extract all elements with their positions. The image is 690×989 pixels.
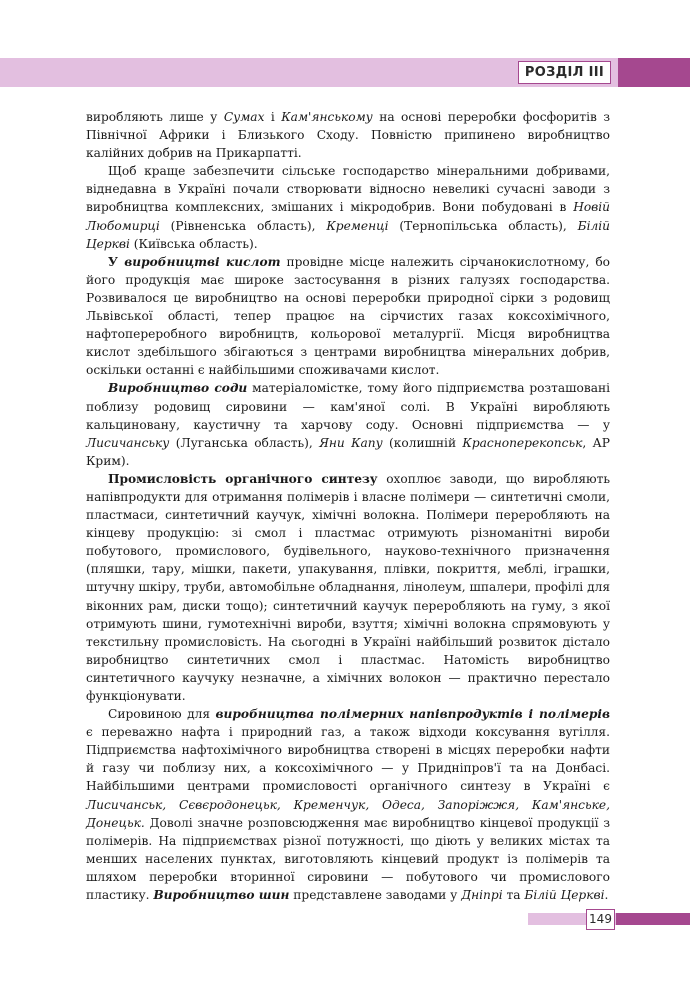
paragraph-3: У виробництві кислот провідне місце належить сірчанокислотному, бо його продукція має широке застосування в різних галузях господарства. Розвивалося це виробництво на основі переробки природної сірки з родовищ Львівської області, тепер працює на сірчистих газах коксохімічного, нафтопереробного виробництв, кольорової металургії. Місця виробництва кислот здебільшого збігаються з центрами виробництва мінеральних добрив, оскільки останні є найбільшими споживачами кислот. bbox=[86, 254, 611, 378]
paragraph-6: Сировиною для виробництва полімерних напівпродуктів і полімерів є переважно нафта і природний газ, а також відходи коксування вугілля. Підприємства нафтохімічного виробництва створені в місцях переробки нафти й газу чи поблизу них, а коксохімічного — у Придніпров'ї та на Донбасі. Найбільшими центрами промисловості органічного синтезу в Україні є Лисичанськ, Сєвєродонецьк, Кременчук, Одеса, Запоріжжя, Кам'янське, Донецьк. Доволі значне розповсюдження має виробництво кінцевої продукції з полімерів. На підприємствах різної потужності, що діють у великих містах та менших населених пунктах, виготовляють кінцевий продукт із полімерів та шляхом переробки вторинної сировини — побутового чи промислового пластику. Виробництво шин представлене заводами у Дніпрі та Білій Церкві. bbox=[86, 707, 611, 903]
paragraph-5: Промисловість органічного синтезу охоплює заводи, що виробляють напівпродукти для отримання полімерів і власне полімери — синтетичні смоли, пластмаси, синтетичний каучук, хімічні волокна. Полімери переробляють на кінцеву продукцію: зі смол і пластмас отримують різноманітні вироби побутового, промислового, будівельного, науково-технічного призначення (пляшки, тару, мішки, пакети, упакування, плівки, покриття, меблі, іграшки, штучну шкіру, труби, автомобільне обладнання, лінолеум, шпалери, профілі для віконних рам, диски тощо); синтетичний каучук переробляють на гуму, з якої отримують шини, гумотехнічні вироби, взуття; хімічні волокна спрямовують у текстильну промисловість. На сьогодні в Україні найбільший розвиток дістало виробництво синтетичних смол і пластмас. Натомість виробництво синтетичного каучуку незначне, а хімічних волокон — практично перестало функціонувати. bbox=[86, 471, 611, 703]
header-band-accent bbox=[618, 58, 690, 87]
paragraph-4: Виробництво соди матеріаломістке, тому його підприємства розташовані поблизу родовищ сировини — кам'яної солі. В Україні виробляють кальциновану, каустичну та харчову соду. Основні підприємства — у Лисичанську (Луганська область), Яни Капу (колишній Красноперекопськ, АР Крим). bbox=[86, 381, 610, 468]
paragraph-1: виробляють лише у Сумах і Кам'янському на основі переробки фосфоритів з Північної Африки і Близького Сходу. Повністю припинено виробництво калійних добрив на Прикарпатті. bbox=[86, 110, 610, 161]
page-number: 149 bbox=[586, 909, 615, 930]
paragraph-2: Щоб краще забезпечити сільське господарство мінеральними добривами, віднедавна в Україні почали створювати відносно невеликі сучасні заводи з виробництва комплексних, змішаних і мікродобрив. Вони побудовані в Новій Любомирці (Рівненська область), Кременці (Тернопільська область), Білій Церкві (Київська область). bbox=[86, 164, 610, 251]
section-label: РОЗДІЛ III bbox=[518, 61, 611, 84]
page-body bbox=[86, 108, 610, 904]
footer-band-accent bbox=[616, 913, 690, 925]
